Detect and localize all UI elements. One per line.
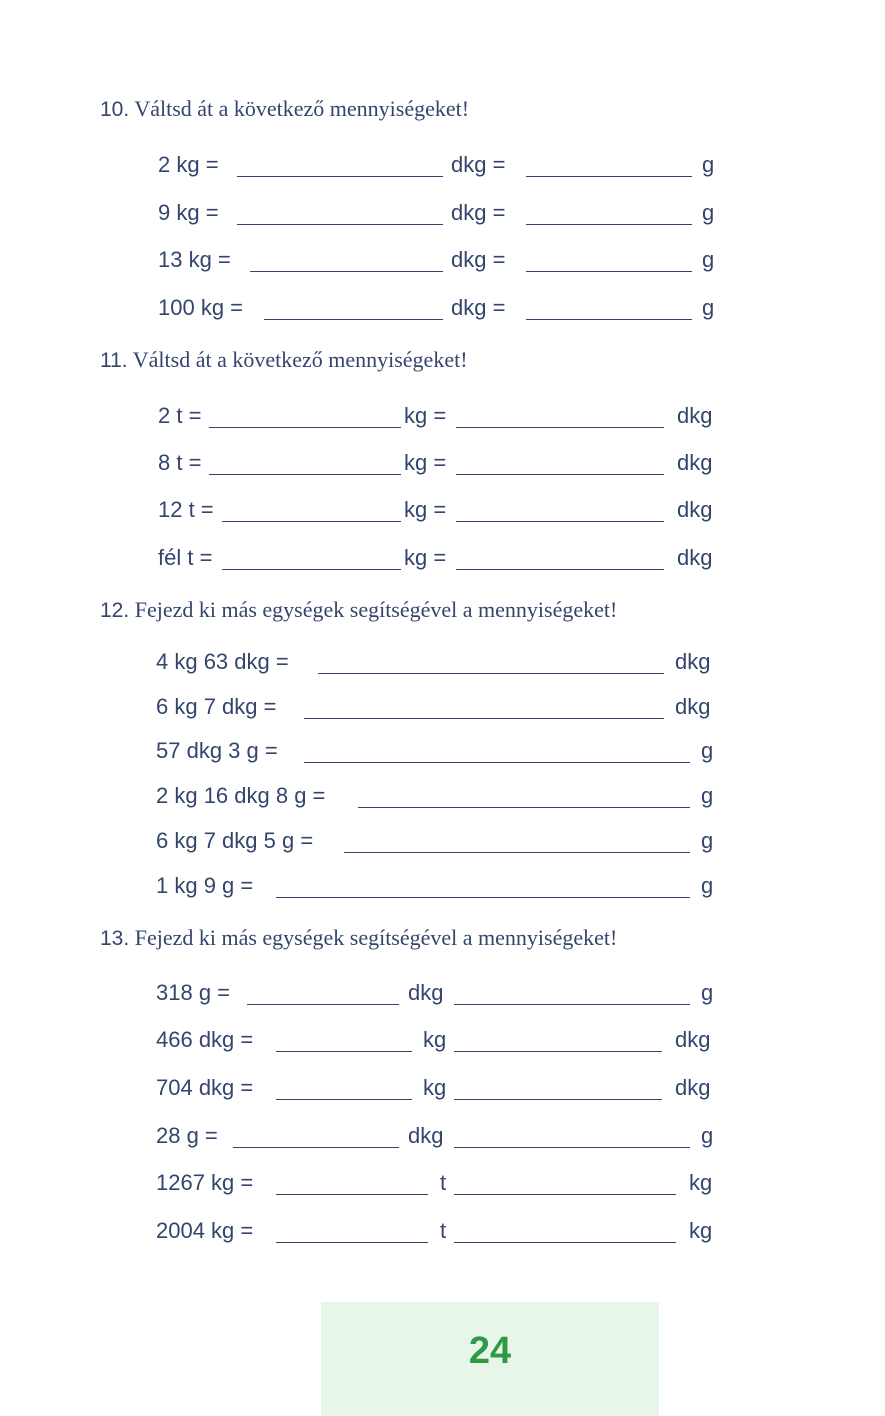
task-11-row xyxy=(0,495,885,525)
answer-blank[interactable] xyxy=(344,852,690,853)
answer-blank[interactable] xyxy=(456,474,664,475)
task-10-row xyxy=(0,245,885,275)
row-prefix: 1 kg 9 g = xyxy=(156,873,254,898)
row-prefix: 4 kg 63 dkg = xyxy=(156,649,289,674)
task-11-title xyxy=(100,347,468,373)
answer-blank[interactable] xyxy=(456,569,664,570)
task-12-row xyxy=(0,736,885,766)
row-middle-unit: dkg = xyxy=(451,247,506,272)
row-suffix-unit: g xyxy=(702,200,715,225)
task-number: 10. xyxy=(100,98,130,121)
row-middle-unit: dkg xyxy=(408,980,444,1005)
row-suffix-unit: g xyxy=(701,980,714,1005)
row-middle-unit: kg = xyxy=(404,403,447,428)
row-suffix-unit: dkg xyxy=(675,1027,711,1052)
answer-blank[interactable] xyxy=(358,807,690,808)
answer-blank[interactable] xyxy=(209,474,401,475)
answer-blank[interactable] xyxy=(454,1194,676,1195)
task-instruction: Fejezd ki más egységek segítségével a mennyiségeket! xyxy=(134,597,618,622)
row-suffix-unit: g xyxy=(701,828,714,853)
row-middle-unit: kg = xyxy=(404,497,447,522)
row-prefix: 704 dkg = xyxy=(156,1075,254,1100)
row-suffix-unit: dkg xyxy=(677,450,713,475)
answer-blank[interactable] xyxy=(233,1147,399,1148)
answer-blank[interactable] xyxy=(526,319,692,320)
answer-blank[interactable] xyxy=(454,1051,662,1052)
answer-blank[interactable] xyxy=(304,762,690,763)
row-prefix: 466 dkg = xyxy=(156,1027,254,1052)
answer-blank[interactable] xyxy=(456,427,664,428)
answer-blank[interactable] xyxy=(454,1242,676,1243)
task-13-row xyxy=(0,1073,885,1103)
answer-blank[interactable] xyxy=(526,271,692,272)
row-middle-unit: kg = xyxy=(404,450,447,475)
task-instruction: Váltsd át a következő mennyiségeket! xyxy=(132,347,468,372)
answer-blank[interactable] xyxy=(456,521,664,522)
row-middle-unit: dkg = xyxy=(451,200,506,225)
answer-blank[interactable] xyxy=(276,1242,428,1243)
row-suffix-unit: g xyxy=(702,295,715,320)
row-middle-unit: kg xyxy=(423,1027,447,1052)
row-prefix: 2004 kg = xyxy=(156,1218,254,1243)
task-instruction: Fejezd ki más egységek segítségével a mennyiségeket! xyxy=(134,925,618,950)
answer-blank[interactable] xyxy=(276,1099,412,1100)
answer-blank[interactable] xyxy=(247,1004,399,1005)
row-middle-unit: t xyxy=(440,1218,447,1243)
task-13-row xyxy=(0,978,885,1008)
task-12-row xyxy=(0,692,885,722)
task-11-row xyxy=(0,448,885,478)
task-13-title xyxy=(100,925,617,951)
row-suffix-unit: dkg xyxy=(677,497,713,522)
answer-blank[interactable] xyxy=(304,718,664,719)
answer-blank[interactable] xyxy=(209,427,401,428)
task-10-row xyxy=(0,198,885,228)
task-12-row xyxy=(0,781,885,811)
task-number: 13. xyxy=(100,927,130,950)
answer-blank[interactable] xyxy=(264,319,443,320)
answer-blank[interactable] xyxy=(454,1099,662,1100)
row-prefix: 13 kg = xyxy=(158,247,231,272)
row-prefix: 8 t = xyxy=(158,450,202,475)
row-suffix-unit: dkg xyxy=(677,403,713,428)
task-13-row xyxy=(0,1121,885,1151)
row-prefix: 2 kg = xyxy=(158,152,219,177)
answer-blank[interactable] xyxy=(276,1194,428,1195)
task-number: 11. xyxy=(100,349,128,372)
task-13-row xyxy=(0,1216,885,1246)
row-suffix-unit: g xyxy=(702,152,715,177)
task-12-row xyxy=(0,871,885,901)
task-instruction: Váltsd át a következő mennyiségeket! xyxy=(134,96,470,121)
row-suffix-unit: g xyxy=(701,783,714,808)
row-suffix-unit: dkg xyxy=(675,649,711,674)
row-suffix-unit: dkg xyxy=(675,694,711,719)
task-11-row xyxy=(0,543,885,573)
row-suffix-unit: kg xyxy=(689,1218,713,1243)
answer-blank[interactable] xyxy=(526,224,692,225)
task-12-title xyxy=(100,597,617,623)
page-number: 24 xyxy=(468,1330,512,1372)
task-number: 12. xyxy=(100,599,130,622)
row-suffix-unit: g xyxy=(702,247,715,272)
task-12-row xyxy=(0,647,885,677)
row-middle-unit: dkg = xyxy=(451,152,506,177)
row-middle-unit: dkg = xyxy=(451,295,506,320)
row-suffix-unit: dkg xyxy=(677,545,713,570)
row-prefix: 2 kg 16 dkg 8 g = xyxy=(156,783,326,808)
row-suffix-unit: g xyxy=(701,1123,714,1148)
task-12-row xyxy=(0,826,885,856)
answer-blank[interactable] xyxy=(526,176,692,177)
row-suffix-unit: g xyxy=(701,738,714,763)
row-prefix: 1267 kg = xyxy=(156,1170,254,1195)
row-middle-unit: t xyxy=(440,1170,447,1195)
row-middle-unit: kg = xyxy=(404,545,447,570)
answer-blank[interactable] xyxy=(276,1051,412,1052)
row-prefix: 28 g = xyxy=(156,1123,218,1148)
row-prefix: 100 kg = xyxy=(158,295,244,320)
row-prefix: 6 kg 7 dkg 5 g = xyxy=(156,828,314,853)
row-middle-unit: kg xyxy=(423,1075,447,1100)
row-prefix: 6 kg 7 dkg = xyxy=(156,694,277,719)
row-middle-unit: dkg xyxy=(408,1123,444,1148)
task-13-row xyxy=(0,1025,885,1055)
answer-blank[interactable] xyxy=(276,897,690,898)
row-suffix-unit: kg xyxy=(689,1170,713,1195)
row-prefix: 9 kg = xyxy=(158,200,219,225)
answer-blank[interactable] xyxy=(222,521,401,522)
row-prefix: 2 t = xyxy=(158,403,202,428)
answer-blank[interactable] xyxy=(454,1004,690,1005)
row-prefix: fél t = xyxy=(158,545,213,570)
row-suffix-unit: dkg xyxy=(675,1075,711,1100)
answer-blank[interactable] xyxy=(318,673,664,674)
row-prefix: 57 dkg 3 g = xyxy=(156,738,278,763)
answer-blank[interactable] xyxy=(222,569,401,570)
task-10-title xyxy=(100,96,469,122)
answer-blank[interactable] xyxy=(237,224,443,225)
answer-blank[interactable] xyxy=(237,176,443,177)
row-suffix-unit: g xyxy=(701,873,714,898)
row-prefix: 318 g = xyxy=(156,980,231,1005)
task-13-row xyxy=(0,1168,885,1198)
task-10-row xyxy=(0,293,885,323)
answer-blank[interactable] xyxy=(454,1147,690,1148)
row-prefix: 12 t = xyxy=(158,497,214,522)
task-10-row xyxy=(0,150,885,180)
answer-blank[interactable] xyxy=(250,271,443,272)
task-11-row xyxy=(0,401,885,431)
